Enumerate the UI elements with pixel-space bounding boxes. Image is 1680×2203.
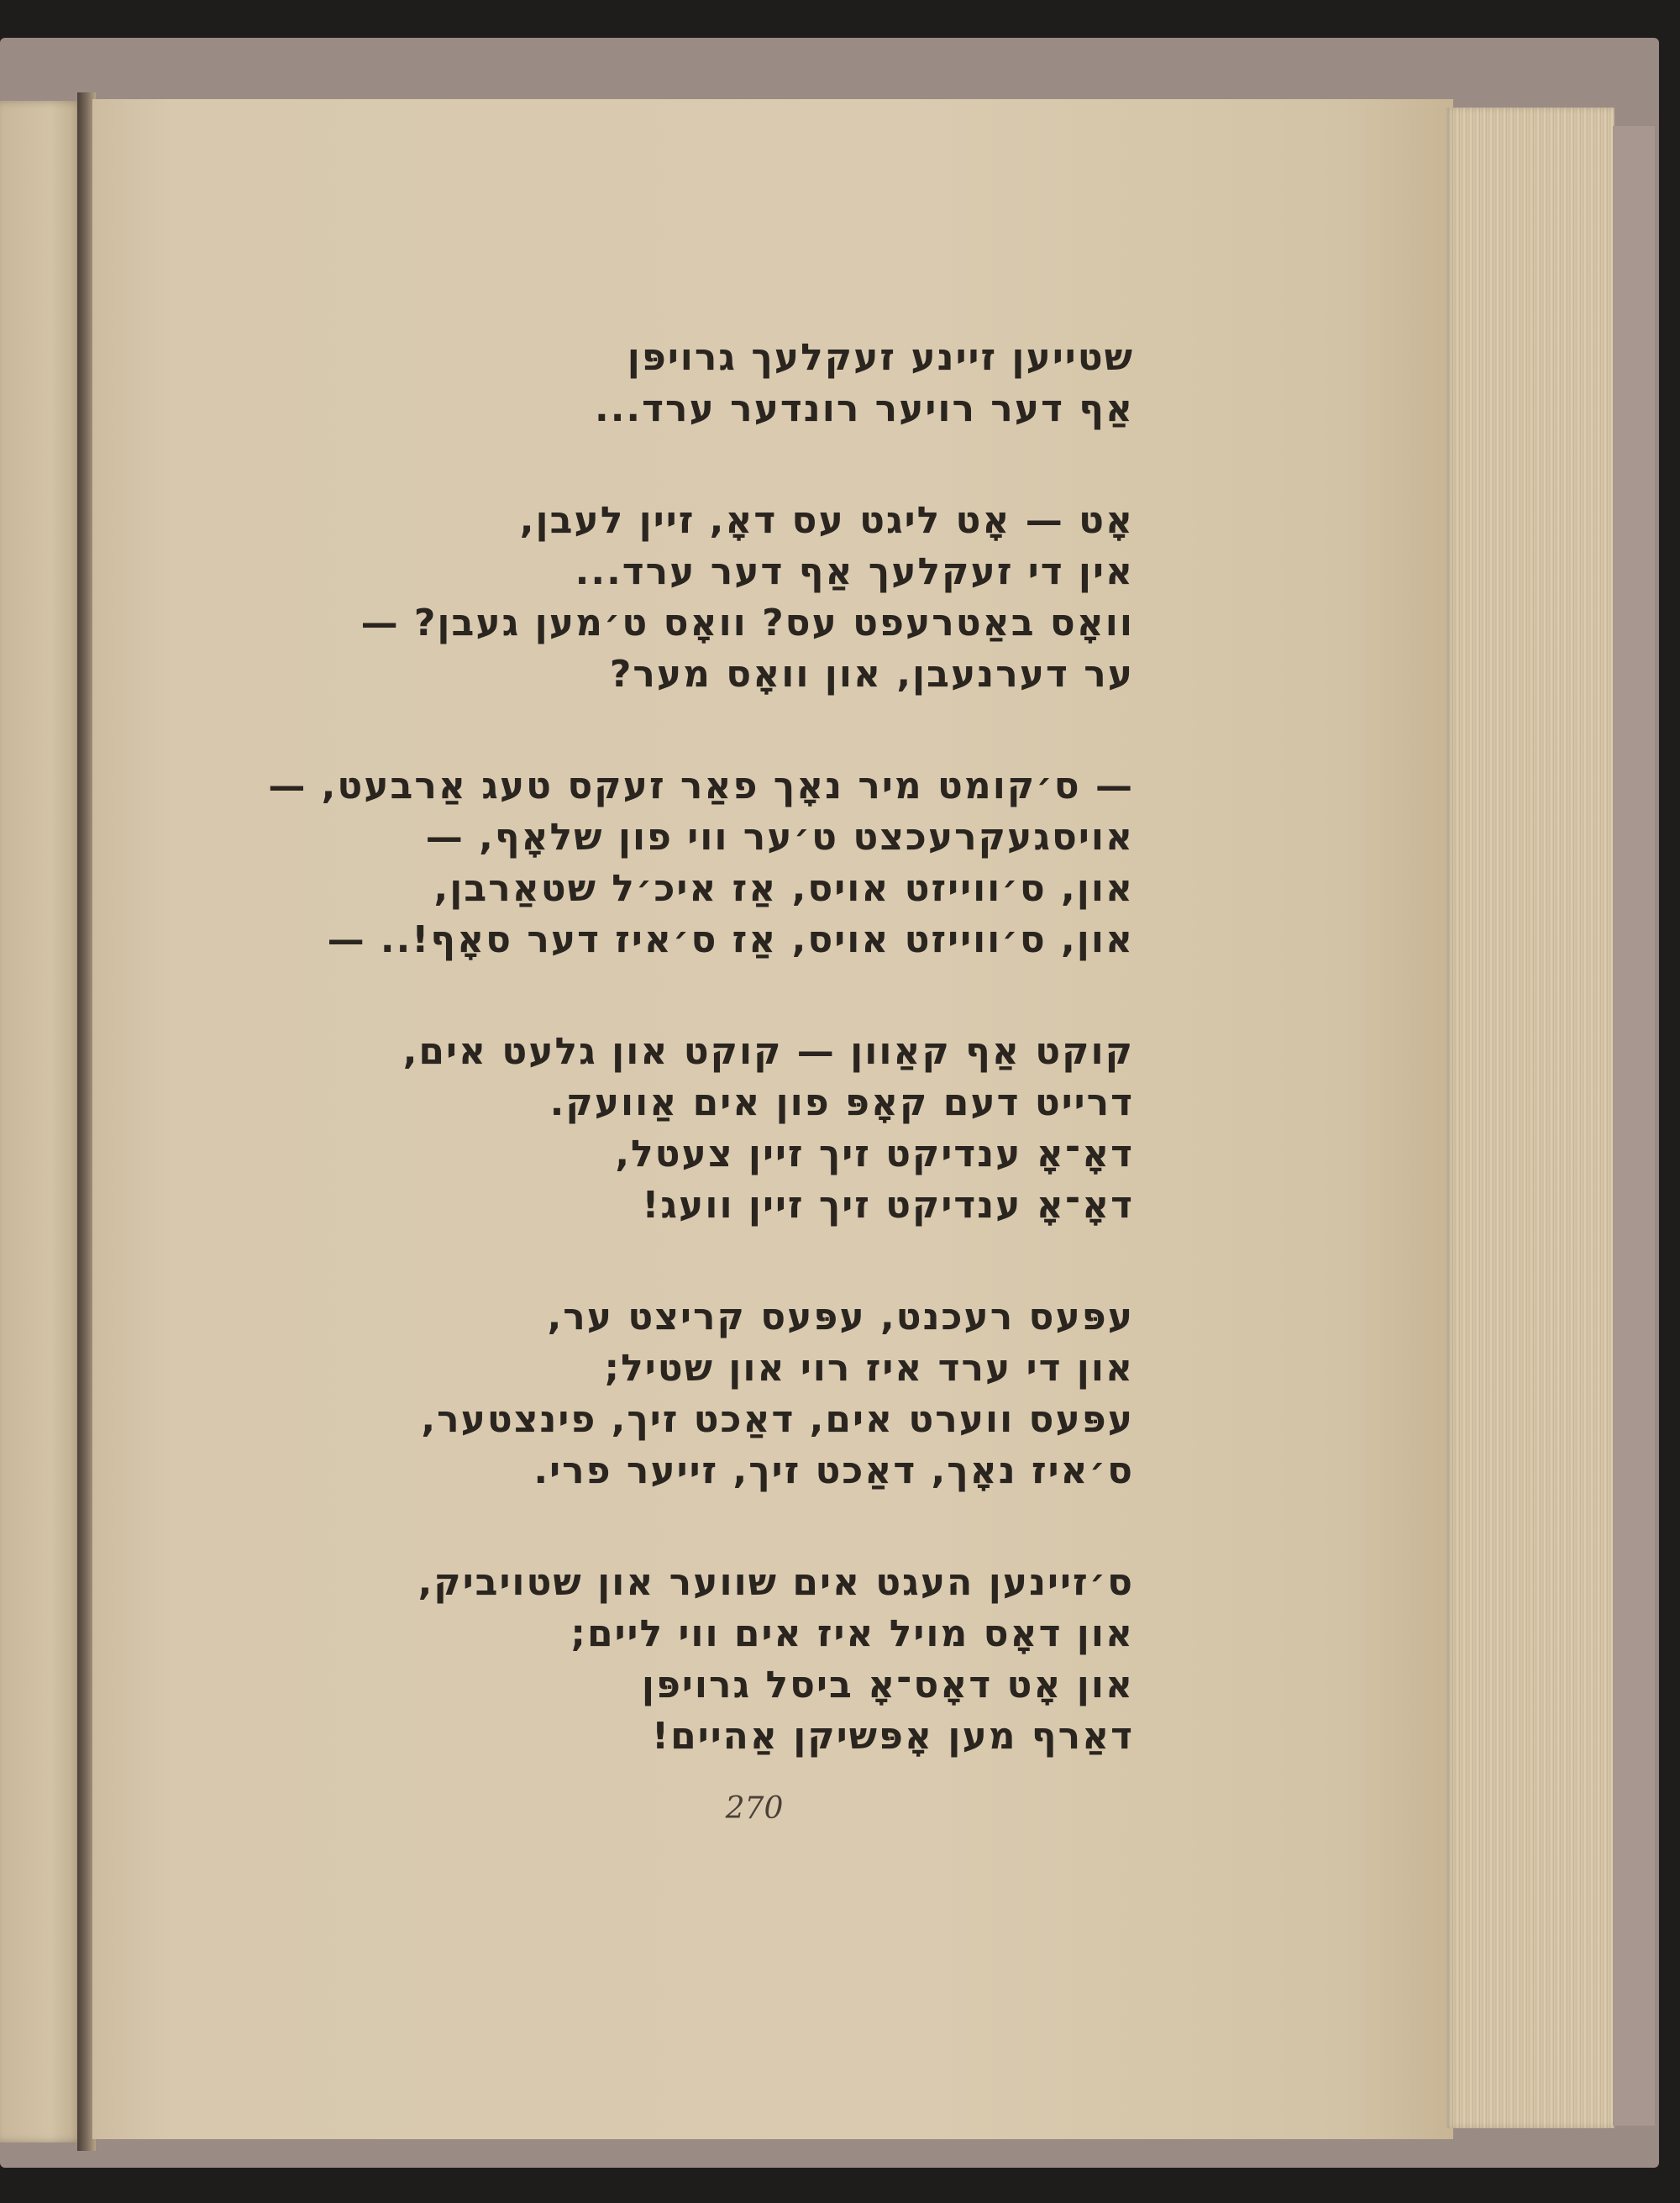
poem-line: עפּעס רעכנט, עפּעס קריצט ער, bbox=[547, 1296, 1134, 1338]
poem-line: און, ס׳ווייזט אויס, אַז איכ׳ל שטאַרבן, bbox=[433, 867, 1134, 910]
poem-line: — ס׳קומט מיר נאָך פאַר זעקס טעג אַרבעט, — bbox=[268, 765, 1134, 807]
poem-line: וואָס באַטרעפט עס? וואָס ט׳מען געבן? — bbox=[360, 602, 1134, 644]
poem-line: שטייען זיינע זעקלעך גרויפּן bbox=[627, 336, 1134, 379]
poem-line: אין די זעקלעך אַף דער ערד... bbox=[575, 550, 1134, 593]
poem-line: אָט — אָט ליגט עס דאָ, זיין לעבן, bbox=[519, 499, 1134, 542]
stanza-1 bbox=[268, 332, 1134, 434]
page-number: 270 bbox=[725, 1791, 784, 1826]
cover-edge bbox=[1613, 126, 1655, 2126]
poem-line: און אָט דאָס־אָ ביסל גרויפּן bbox=[641, 1664, 1134, 1706]
poem-line: דאַרף מען אָפּשיקן אַהיים! bbox=[652, 1715, 1134, 1758]
poem-line: אויסגעקרעכצט ט׳ער ווי פון שלאָף, — bbox=[425, 816, 1134, 859]
poem-line: און דאָס מויל איז אים ווי ליים; bbox=[570, 1612, 1134, 1655]
stanza-3 bbox=[268, 760, 1134, 965]
poem-line: דאָ־אָ ענדיקט זיך זיין וועג! bbox=[642, 1184, 1134, 1227]
page-edges bbox=[1446, 108, 1614, 2128]
poem-line: און, ס׳ווייזט אויס, אַז ס׳איז דער סאָף!.. — bbox=[327, 918, 1134, 961]
poem-line: ער דערנעבן, און וואָס מער? bbox=[609, 653, 1134, 696]
stanza-2 bbox=[268, 495, 1134, 700]
poem-line: אַף דער רויער רונדער ערד... bbox=[594, 387, 1134, 430]
poem-line: ס׳איז נאָך, דאַכט זיך, זייער פרי. bbox=[533, 1449, 1134, 1492]
stanza-4 bbox=[268, 1026, 1134, 1231]
poem-text bbox=[268, 332, 1134, 1822]
poem-line: עפּעס ווערט אים, דאַכט זיך, פינצטער, bbox=[421, 1398, 1134, 1441]
poem-line: ס׳זיינען העגט אים שווער און שטויביק, bbox=[417, 1561, 1134, 1604]
left-page bbox=[0, 101, 84, 2143]
stanza-6 bbox=[268, 1557, 1134, 1762]
poem-line: דאָ־אָ ענדיקט זיך זיין צעטל, bbox=[615, 1133, 1134, 1175]
poem-line: און די ערד איז רוי און שטיל; bbox=[604, 1347, 1134, 1390]
poem-line: קוקט אַף קאַוון — קוקט און גלעט אים, bbox=[402, 1030, 1134, 1073]
stanza-5 bbox=[268, 1291, 1134, 1496]
poem-line: דרייט דעם קאָפּ פון אים אַוועק. bbox=[549, 1081, 1134, 1124]
